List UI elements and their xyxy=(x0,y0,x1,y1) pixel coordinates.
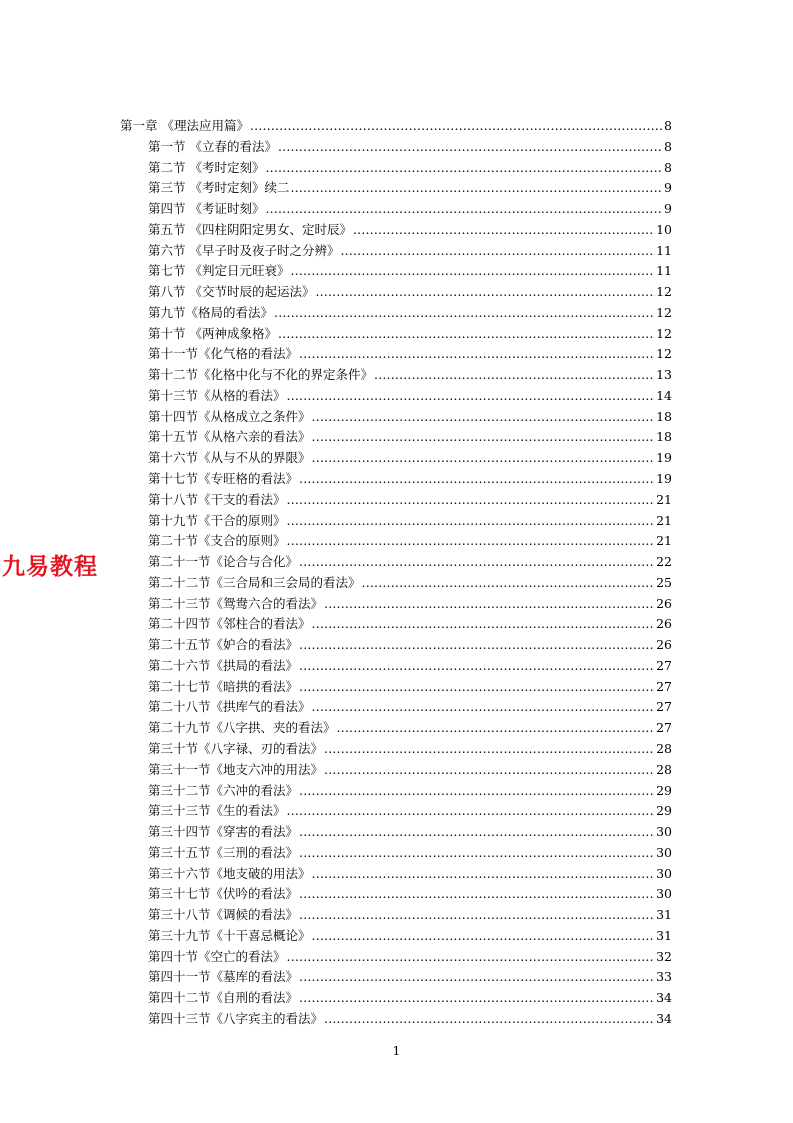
toc-entry-page-number: 11 xyxy=(656,242,672,258)
toc-dot-leader xyxy=(299,552,655,573)
toc-entry[interactable] xyxy=(120,199,672,220)
toc-dot-leader xyxy=(315,282,655,303)
toc-entry-page-number: 19 xyxy=(656,471,672,487)
toc-entry-page-number: 27 xyxy=(656,720,672,736)
toc-entry-title: 第十三节《从格的看法》 xyxy=(148,387,286,403)
toc-dot-leader xyxy=(299,822,655,843)
toc-entry-title: 第三十六节《地支破的用法》 xyxy=(148,865,311,881)
toc-entry-page-number: 14 xyxy=(656,387,672,403)
toc-entry-title: 第二十三节《鸳鸯六合的看法》 xyxy=(148,595,324,611)
toc-entry-title: 第十二节《化格中化与不化的界定条件》 xyxy=(148,367,374,383)
toc-dot-leader xyxy=(324,760,655,781)
toc-entry-page-number: 25 xyxy=(656,574,672,590)
toc-dot-leader xyxy=(287,490,656,511)
toc-entry[interactable] xyxy=(120,635,672,656)
toc-entry-title: 第一章 《理法应用篇》 xyxy=(120,118,249,133)
toc-entry[interactable] xyxy=(120,552,672,573)
toc-entry-page-number: 30 xyxy=(656,824,672,840)
toc-entry[interactable] xyxy=(120,884,672,905)
toc-entry-title: 第十八节《干支的看法》 xyxy=(148,491,286,507)
toc-dot-leader xyxy=(278,137,663,158)
toc-entry[interactable] xyxy=(120,905,672,926)
toc-entry-title: 第十九节《干合的原则》 xyxy=(148,512,286,528)
toc-entry[interactable] xyxy=(120,116,672,137)
toc-entry-title: 第四十一节《墓库的看法》 xyxy=(148,969,299,985)
toc-entry[interactable] xyxy=(120,718,672,739)
toc-entry[interactable] xyxy=(120,781,672,802)
toc-entry[interactable] xyxy=(120,386,672,407)
toc-entry[interactable] xyxy=(120,573,672,594)
toc-dot-leader xyxy=(265,158,663,179)
toc-entry-page-number: 28 xyxy=(656,740,672,756)
toc-entry[interactable] xyxy=(120,947,672,968)
toc-entry[interactable] xyxy=(120,967,672,988)
toc-dot-leader xyxy=(299,677,655,698)
toc-entry-page-number: 34 xyxy=(656,990,672,1006)
toc-dot-leader xyxy=(312,864,656,885)
toc-dot-leader xyxy=(362,573,656,594)
toc-entry[interactable] xyxy=(120,344,672,365)
toc-entry-page-number: 31 xyxy=(656,907,672,923)
toc-entry-page-number: 33 xyxy=(656,969,672,985)
toc-entry-page-number: 13 xyxy=(656,367,672,383)
toc-dot-leader xyxy=(299,884,655,905)
toc-entry-page-number: 12 xyxy=(656,304,672,320)
toc-entry-page-number: 19 xyxy=(656,450,672,466)
toc-entry-page-number: 30 xyxy=(656,844,672,860)
toc-dot-leader xyxy=(312,926,656,947)
toc-dot-leader xyxy=(299,967,655,988)
toc-entry-page-number: 9 xyxy=(664,180,672,196)
toc-entry-page-number: 12 xyxy=(656,325,672,341)
toc-entry-title: 第三十一节《地支六冲的用法》 xyxy=(148,761,324,777)
toc-entry-page-number: 21 xyxy=(656,533,672,549)
toc-dot-leader xyxy=(290,178,663,199)
toc-entry-page-number: 28 xyxy=(656,761,672,777)
toc-entry-title: 第二十六节《拱局的看法》 xyxy=(148,657,299,673)
toc-entry-title: 第二十一节《论合与合化》 xyxy=(148,554,299,570)
toc-entry-title: 第二十八节《拱库气的看法》 xyxy=(148,699,311,715)
toc-entry[interactable] xyxy=(120,282,672,303)
toc-entry-title: 第二十九节《八字拱、夹的看法》 xyxy=(148,720,336,736)
toc-entry-title: 第十一节《化气格的看法》 xyxy=(148,346,299,362)
toc-entry-page-number: 22 xyxy=(656,554,672,570)
toc-entry-title: 第三十三节《生的看法》 xyxy=(148,803,286,819)
toc-entry-title: 第三十四节《穿害的看法》 xyxy=(148,824,299,840)
toc-entry[interactable] xyxy=(120,407,672,428)
toc-entry-title: 第七节 《判定日元旺衰》 xyxy=(148,263,290,279)
toc-dot-leader xyxy=(337,718,656,739)
toc-entry[interactable] xyxy=(120,864,672,885)
toc-entry[interactable] xyxy=(120,158,672,179)
toc-dot-leader xyxy=(290,261,655,282)
toc-entry-page-number: 12 xyxy=(656,284,672,300)
toc-entry-title: 第十五节《从格六亲的看法》 xyxy=(148,429,311,445)
toc-entry[interactable] xyxy=(120,178,672,199)
toc-dot-leader xyxy=(287,531,656,552)
toc-dot-leader xyxy=(287,511,656,532)
toc-entry[interactable] xyxy=(120,760,672,781)
toc-entry-title: 第三十七节《伏吟的看法》 xyxy=(148,886,299,902)
toc-entry-title: 第三十二节《六冲的看法》 xyxy=(148,782,299,798)
toc-dot-leader xyxy=(299,635,655,656)
toc-entry[interactable] xyxy=(120,427,672,448)
toc-entry[interactable] xyxy=(120,1009,672,1030)
toc-entry[interactable] xyxy=(120,490,672,511)
toc-entry[interactable] xyxy=(120,801,672,822)
table-of-contents xyxy=(120,116,672,1030)
toc-entry-page-number: 11 xyxy=(656,263,672,279)
toc-entry[interactable] xyxy=(120,656,672,677)
toc-entry-title: 第十四节《从格成立之条件》 xyxy=(148,408,311,424)
toc-entry-page-number: 31 xyxy=(656,927,672,943)
toc-entry-title: 第十六节《从与不从的界限》 xyxy=(148,450,311,466)
toc-entry-title: 第十七节《专旺格的看法》 xyxy=(148,471,299,487)
toc-entry[interactable] xyxy=(120,739,672,760)
toc-dot-leader xyxy=(265,199,663,220)
toc-dot-leader xyxy=(312,697,656,718)
toc-dot-leader xyxy=(312,407,656,428)
toc-dot-leader xyxy=(299,656,655,677)
toc-entry-page-number: 27 xyxy=(656,699,672,715)
toc-entry-page-number: 26 xyxy=(656,595,672,611)
toc-entry[interactable] xyxy=(120,677,672,698)
toc-entry-title: 第三十九节《十干喜忌概论》 xyxy=(148,927,311,943)
toc-entry-title: 第一节 《立春的看法》 xyxy=(148,138,277,154)
toc-entry[interactable] xyxy=(120,469,672,490)
toc-entry[interactable] xyxy=(120,926,672,947)
toc-dot-leader xyxy=(312,614,656,635)
toc-entry-page-number: 34 xyxy=(656,1010,672,1026)
watermark-logo: 九易教程 xyxy=(2,554,98,580)
toc-entry-title: 第十节 《两神成象格》 xyxy=(148,325,277,341)
toc-entry-title: 第四十三节《八字宾主的看法》 xyxy=(148,1010,324,1026)
toc-dot-leader xyxy=(299,843,655,864)
toc-entry-title: 第三十五节《三刑的看法》 xyxy=(148,844,299,860)
toc-entry-title: 第六节 《早子时及夜子时之分辨》 xyxy=(148,242,340,258)
toc-dot-leader xyxy=(299,469,655,490)
toc-dot-leader xyxy=(299,988,655,1009)
toc-entry[interactable] xyxy=(120,303,672,324)
toc-entry-page-number: 30 xyxy=(656,865,672,881)
toc-entry[interactable] xyxy=(120,241,672,262)
toc-dot-leader xyxy=(324,1009,655,1030)
toc-dot-leader xyxy=(250,116,663,137)
toc-entry-title: 第四节 《考证时刻》 xyxy=(148,201,265,217)
toc-dot-leader xyxy=(312,448,656,469)
toc-entry[interactable] xyxy=(120,988,672,1009)
toc-entry-page-number: 8 xyxy=(664,118,672,133)
toc-entry-title: 第二十五节《妒合的看法》 xyxy=(148,637,299,653)
toc-dot-leader xyxy=(287,947,656,968)
toc-entry[interactable] xyxy=(120,324,672,345)
toc-entry-title: 第二十二节《三合局和三会局的看法》 xyxy=(148,574,361,590)
toc-entry-title: 第二十四节《邻柱合的看法》 xyxy=(148,616,311,632)
toc-entry-title: 第三十八节《调候的看法》 xyxy=(148,907,299,923)
toc-dot-leader xyxy=(324,594,655,615)
toc-entry[interactable] xyxy=(120,261,672,282)
toc-entry-title: 第五节 《四柱阴阳定男女、定时辰》 xyxy=(148,221,352,237)
toc-entry-title: 第三十节《八字禄、刃的看法》 xyxy=(148,740,324,756)
toc-entry-title: 第二十节《支合的原则》 xyxy=(148,533,286,549)
toc-entry-title: 第二十七节《暗拱的看法》 xyxy=(148,678,299,694)
toc-entry-page-number: 29 xyxy=(656,782,672,798)
toc-entry[interactable] xyxy=(120,220,672,241)
toc-dot-leader xyxy=(299,905,655,926)
toc-entry-page-number: 21 xyxy=(656,512,672,528)
toc-entry[interactable] xyxy=(120,594,672,615)
toc-entry-title: 第二节 《考时定刻》 xyxy=(148,159,265,175)
toc-entry-page-number: 8 xyxy=(664,138,672,154)
toc-entry-page-number: 12 xyxy=(656,346,672,362)
toc-entry-title: 第四十二节《自刑的看法》 xyxy=(148,990,299,1006)
toc-dot-leader xyxy=(274,303,655,324)
toc-dot-leader xyxy=(324,739,655,760)
toc-entry-title: 第四十节《空亡的看法》 xyxy=(148,948,286,964)
toc-dot-leader xyxy=(287,386,656,407)
toc-entry-page-number: 18 xyxy=(656,408,672,424)
toc-dot-leader xyxy=(374,365,655,386)
toc-entry-page-number: 10 xyxy=(656,221,672,237)
toc-entry[interactable] xyxy=(120,137,672,158)
toc-entry[interactable] xyxy=(120,697,672,718)
toc-entry-page-number: 26 xyxy=(656,616,672,632)
toc-entry-page-number: 18 xyxy=(656,429,672,445)
toc-dot-leader xyxy=(278,324,655,345)
toc-entry[interactable] xyxy=(120,614,672,635)
toc-dot-leader xyxy=(312,427,656,448)
toc-entry[interactable] xyxy=(120,822,672,843)
toc-entry-page-number: 27 xyxy=(656,657,672,673)
toc-dot-leader xyxy=(353,220,655,241)
toc-entry[interactable] xyxy=(120,448,672,469)
toc-entry-page-number: 27 xyxy=(656,678,672,694)
toc-entry-page-number: 29 xyxy=(656,803,672,819)
toc-entry-page-number: 26 xyxy=(656,637,672,653)
toc-entry[interactable] xyxy=(120,843,672,864)
toc-dot-leader xyxy=(287,801,656,822)
toc-entry-title: 第三节 《考时定刻》续二 xyxy=(148,180,290,196)
toc-entry-title: 第九节《格局的看法》 xyxy=(148,304,274,320)
toc-entry[interactable] xyxy=(120,511,672,532)
toc-dot-leader xyxy=(299,781,655,802)
toc-dot-leader xyxy=(340,241,655,262)
toc-entry[interactable] xyxy=(120,531,672,552)
toc-entry[interactable] xyxy=(120,365,672,386)
toc-dot-leader xyxy=(299,344,655,365)
page-number: 1 xyxy=(392,1044,401,1058)
toc-entry-title: 第八节 《交节时辰的起运法》 xyxy=(148,284,315,300)
toc-entry-page-number: 30 xyxy=(656,886,672,902)
toc-entry-page-number: 8 xyxy=(664,159,672,175)
toc-entry-page-number: 21 xyxy=(656,491,672,507)
toc-entry-page-number: 32 xyxy=(656,948,672,964)
toc-entry-page-number: 9 xyxy=(664,201,672,217)
